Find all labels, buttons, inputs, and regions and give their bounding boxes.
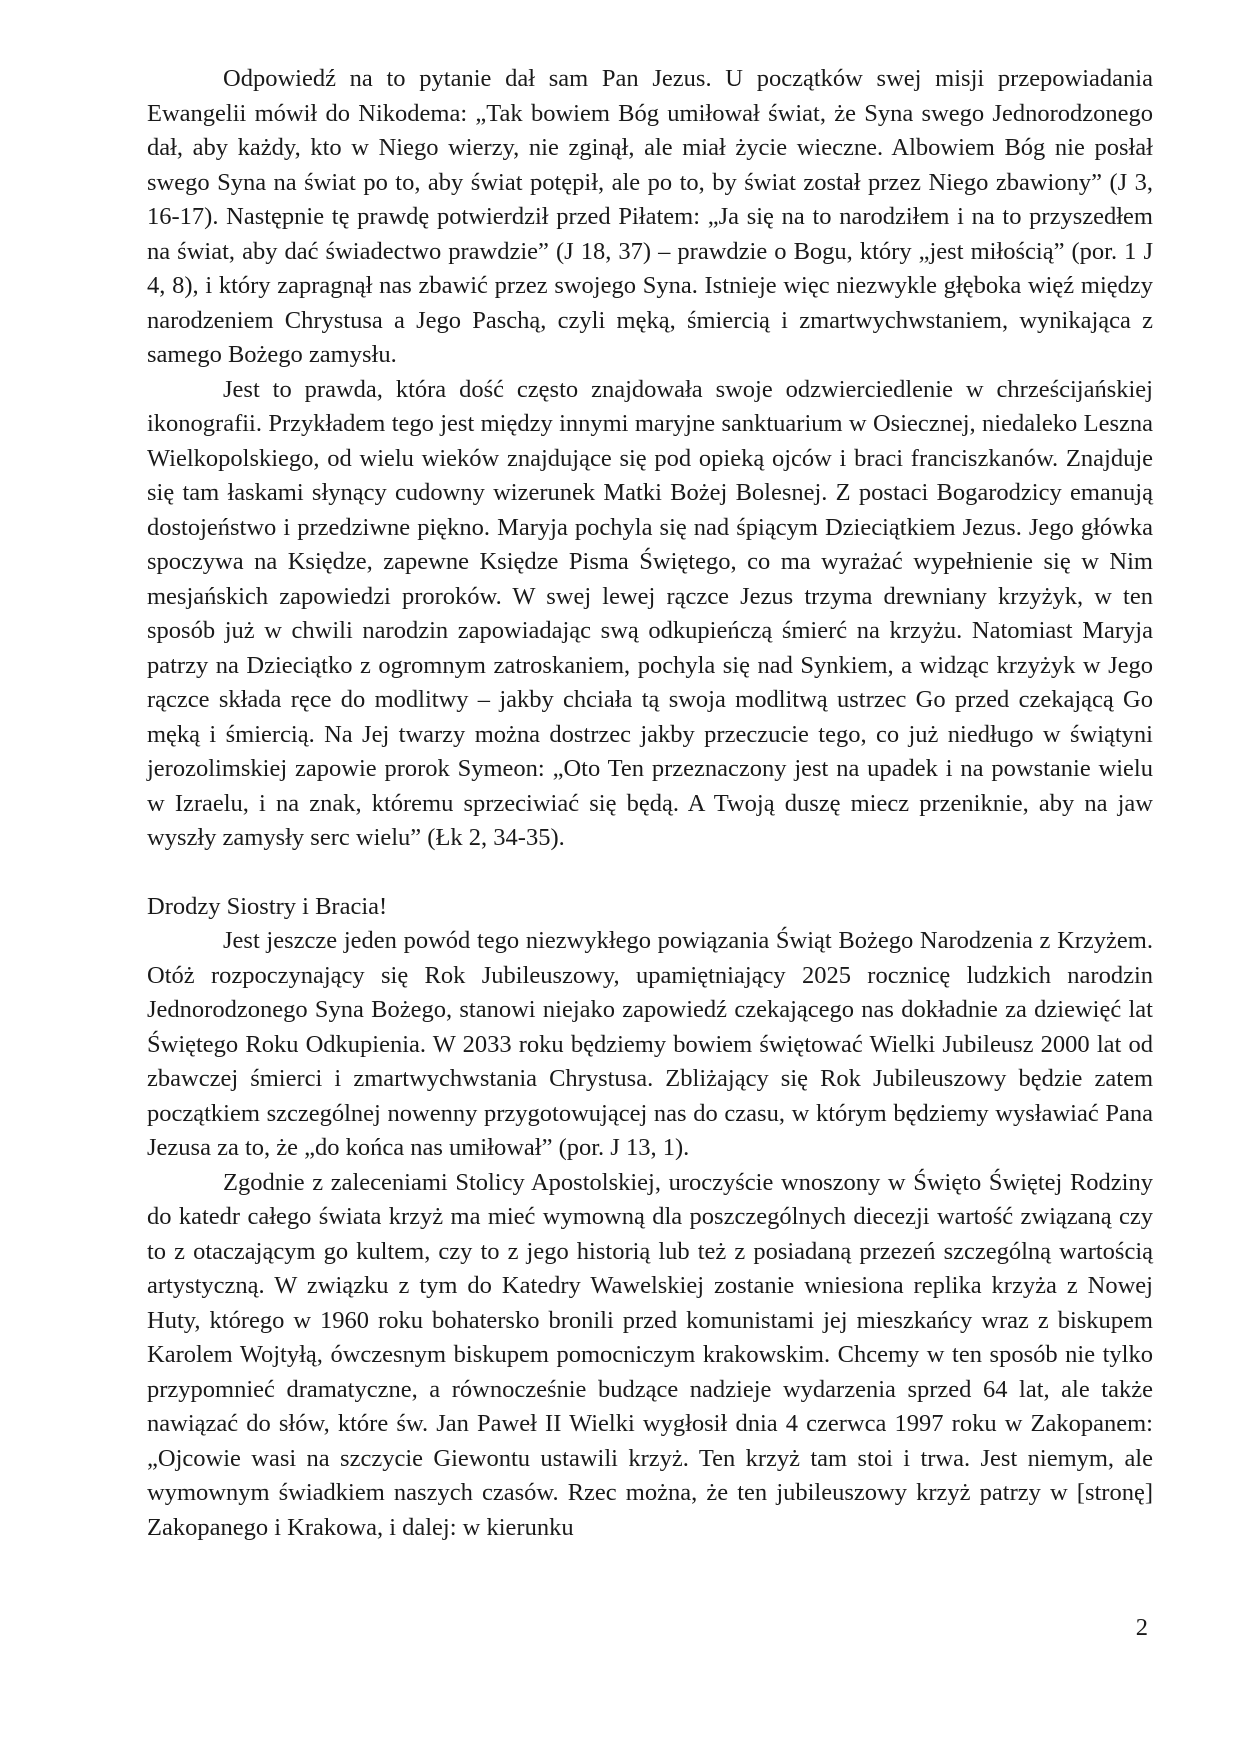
paragraph-jubilee-year: Jest jeszcze jeden powód tego niezwykłego powiązania Świąt Bożego Narodzenia z Krzyżem. Otóż rozpoczynający się Rok Jubileuszowy, upamiętniający 2025 rocznicę ludzkich narodzin Jednorodzonego Syna Bożego, stanowi niejako zapowiedź czekającego nas dokładnie za dziewięć lat Świętego Roku Odkupienia. W 2033 roku będziemy bowiem świętować Wielki Jubileusz 2000 lat od zbawczej śmierci i zmartwychwstania Chrystusa. Zbliżający się Rok Jubileuszowy będzie zatem początkiem szczególnej nowenny przygotowującej nas do czasu, w którym będziemy wysławiać Pana Jezusa za to, że „do końca nas umiłował” (por. J 13, 1). bbox=[147, 927, 1153, 1161]
paragraph-nowa-huta-cross: Zgodnie z zaleceniami Stolicy Apostolskiej, uroczyście wnoszony w Święto Świętej Rodziny do katedr całego świata krzyż ma mieć wymowną dla poszczególnych diecezji wartość związaną czy to z otaczającym go kultem, czy to z jego historią lub też z posiadaną przezeń szczególną wartością artystyczną. W związku z tym do Katedry Wawelskiej zostanie wniesiona replika krzyża z Nowej Huty, którego w 1960 roku bohatersko bronili przed komunistami jej mieszkańcy wraz z biskupem Karolem Wojtyłą, ówczesnym biskupem pomocniczym krakowskim. Chcemy w ten sposób nie tylko przypomnieć dramatyczne, a równocześnie budzące nadzieje wydarzenia sprzed 64 lat, ale także nawiązać do słów, które św. Jan Paweł II Wielki wygłosił dnia 4 czerwca 1997 roku w Zakopanem: „Ojcowie wasi na szczycie Giewontu ustawili krzyż. Ten krzyż tam stoi i trwa. Jest niemym, ale wymownym świadkiem naszych czasów. Rzec można, że ten jubileuszowy krzyż patrzy w [stronę] Zakopanego i Krakowa, i dalej: w kierunku bbox=[147, 1168, 1153, 1541]
salutation: Drodzy Siostry i Bracia! bbox=[147, 892, 388, 920]
document-page bbox=[147, 62, 1153, 1545]
page-number: 2 bbox=[1135, 1614, 1148, 1641]
paragraph-iconography-osieczna: Jest to prawda, która dość często znajdowała swoje odzwierciedlenie w chrześcijańskiej ikonografii. Przykładem tego jest między innymi maryjne sanktuarium w Osiecznej, niedaleko Leszna Wielkopolskiego, od wielu wieków znajdujące się pod opieką ojców i braci franciszkanów. Znajduje się tam łaskami słynący cudowny wizerunek Matki Bożej Bolesnej. Z postaci Bogarodzicy emanują dostojeństwo i przedziwne piękno. Maryja pochyla się nad śpiącym Dzieciątkiem Jezus. Jego główka spoczywa na Księdze, zapewne Księdze Pisma Świętego, co ma wyrażać wypełnienie się w Nim mesjańskich zapowiedzi proroków. W swej lewej rączce Jezus trzyma drewniany krzyżyk, w ten sposób już w chwili narodzin zapowiadając swą odkupieńczą śmierć na krzyżu. Natomiast Maryja patrzy na Dzieciątko z ogromnym zatroskaniem, pochyla się nad Synkiem, a widząc krzyżyk w Jego rączce składa ręce do modlitwy – jakby chciała tą swoja modlitwą ustrzec Go przed czekającą Go męką i śmiercią. Na Jej twarzy można dostrzec jakby przeczucie tego, co już niedługo w świątyni jerozolimskiej zapowie prorok Symeon: „Oto Ten przeznaczony jest na upadek i na powstanie wielu w Izraelu, i na znak, któremu sprzeciwiać się będą. A Twoją duszę miecz przeniknie, aby na jaw wyszły zamysły serc wielu” (Łk 2, 34-35). bbox=[147, 375, 1153, 851]
paragraph-answer-from-jesus: Odpowiedź na to pytanie dał sam Pan Jezus. U początków swej misji przepowiadania Ewangelii mówił do Nikodema: „Tak bowiem Bóg umiłował świat, że Syna swego Jednorodzonego dał, aby każdy, kto w Niego wierzy, nie zginął, ale miał życie wieczne. Albowiem Bóg nie posłał swego Syna na świat po to, aby świat potępił, ale po to, by świat został przez Niego zbawiony” (J 3, 16-17). Następnie tę prawdę potwierdził przed Piłatem: „Ja się na to narodziłem i na to przyszedłem na świat, aby dać świadectwo prawdzie” (J 18, 37) – prawdzie o Bogu, który „jest miłością” (por. 1 J 4, 8), i który zapragnął nas zbawić przez swojego Syna. Istnieje więc niezwykle głęboka więź między narodzeniem Chrystusa a Jego Paschą, czyli męką, śmiercią i zmartwychwstaniem, wynikająca z samego Bożego zamysłu. bbox=[147, 65, 1153, 368]
